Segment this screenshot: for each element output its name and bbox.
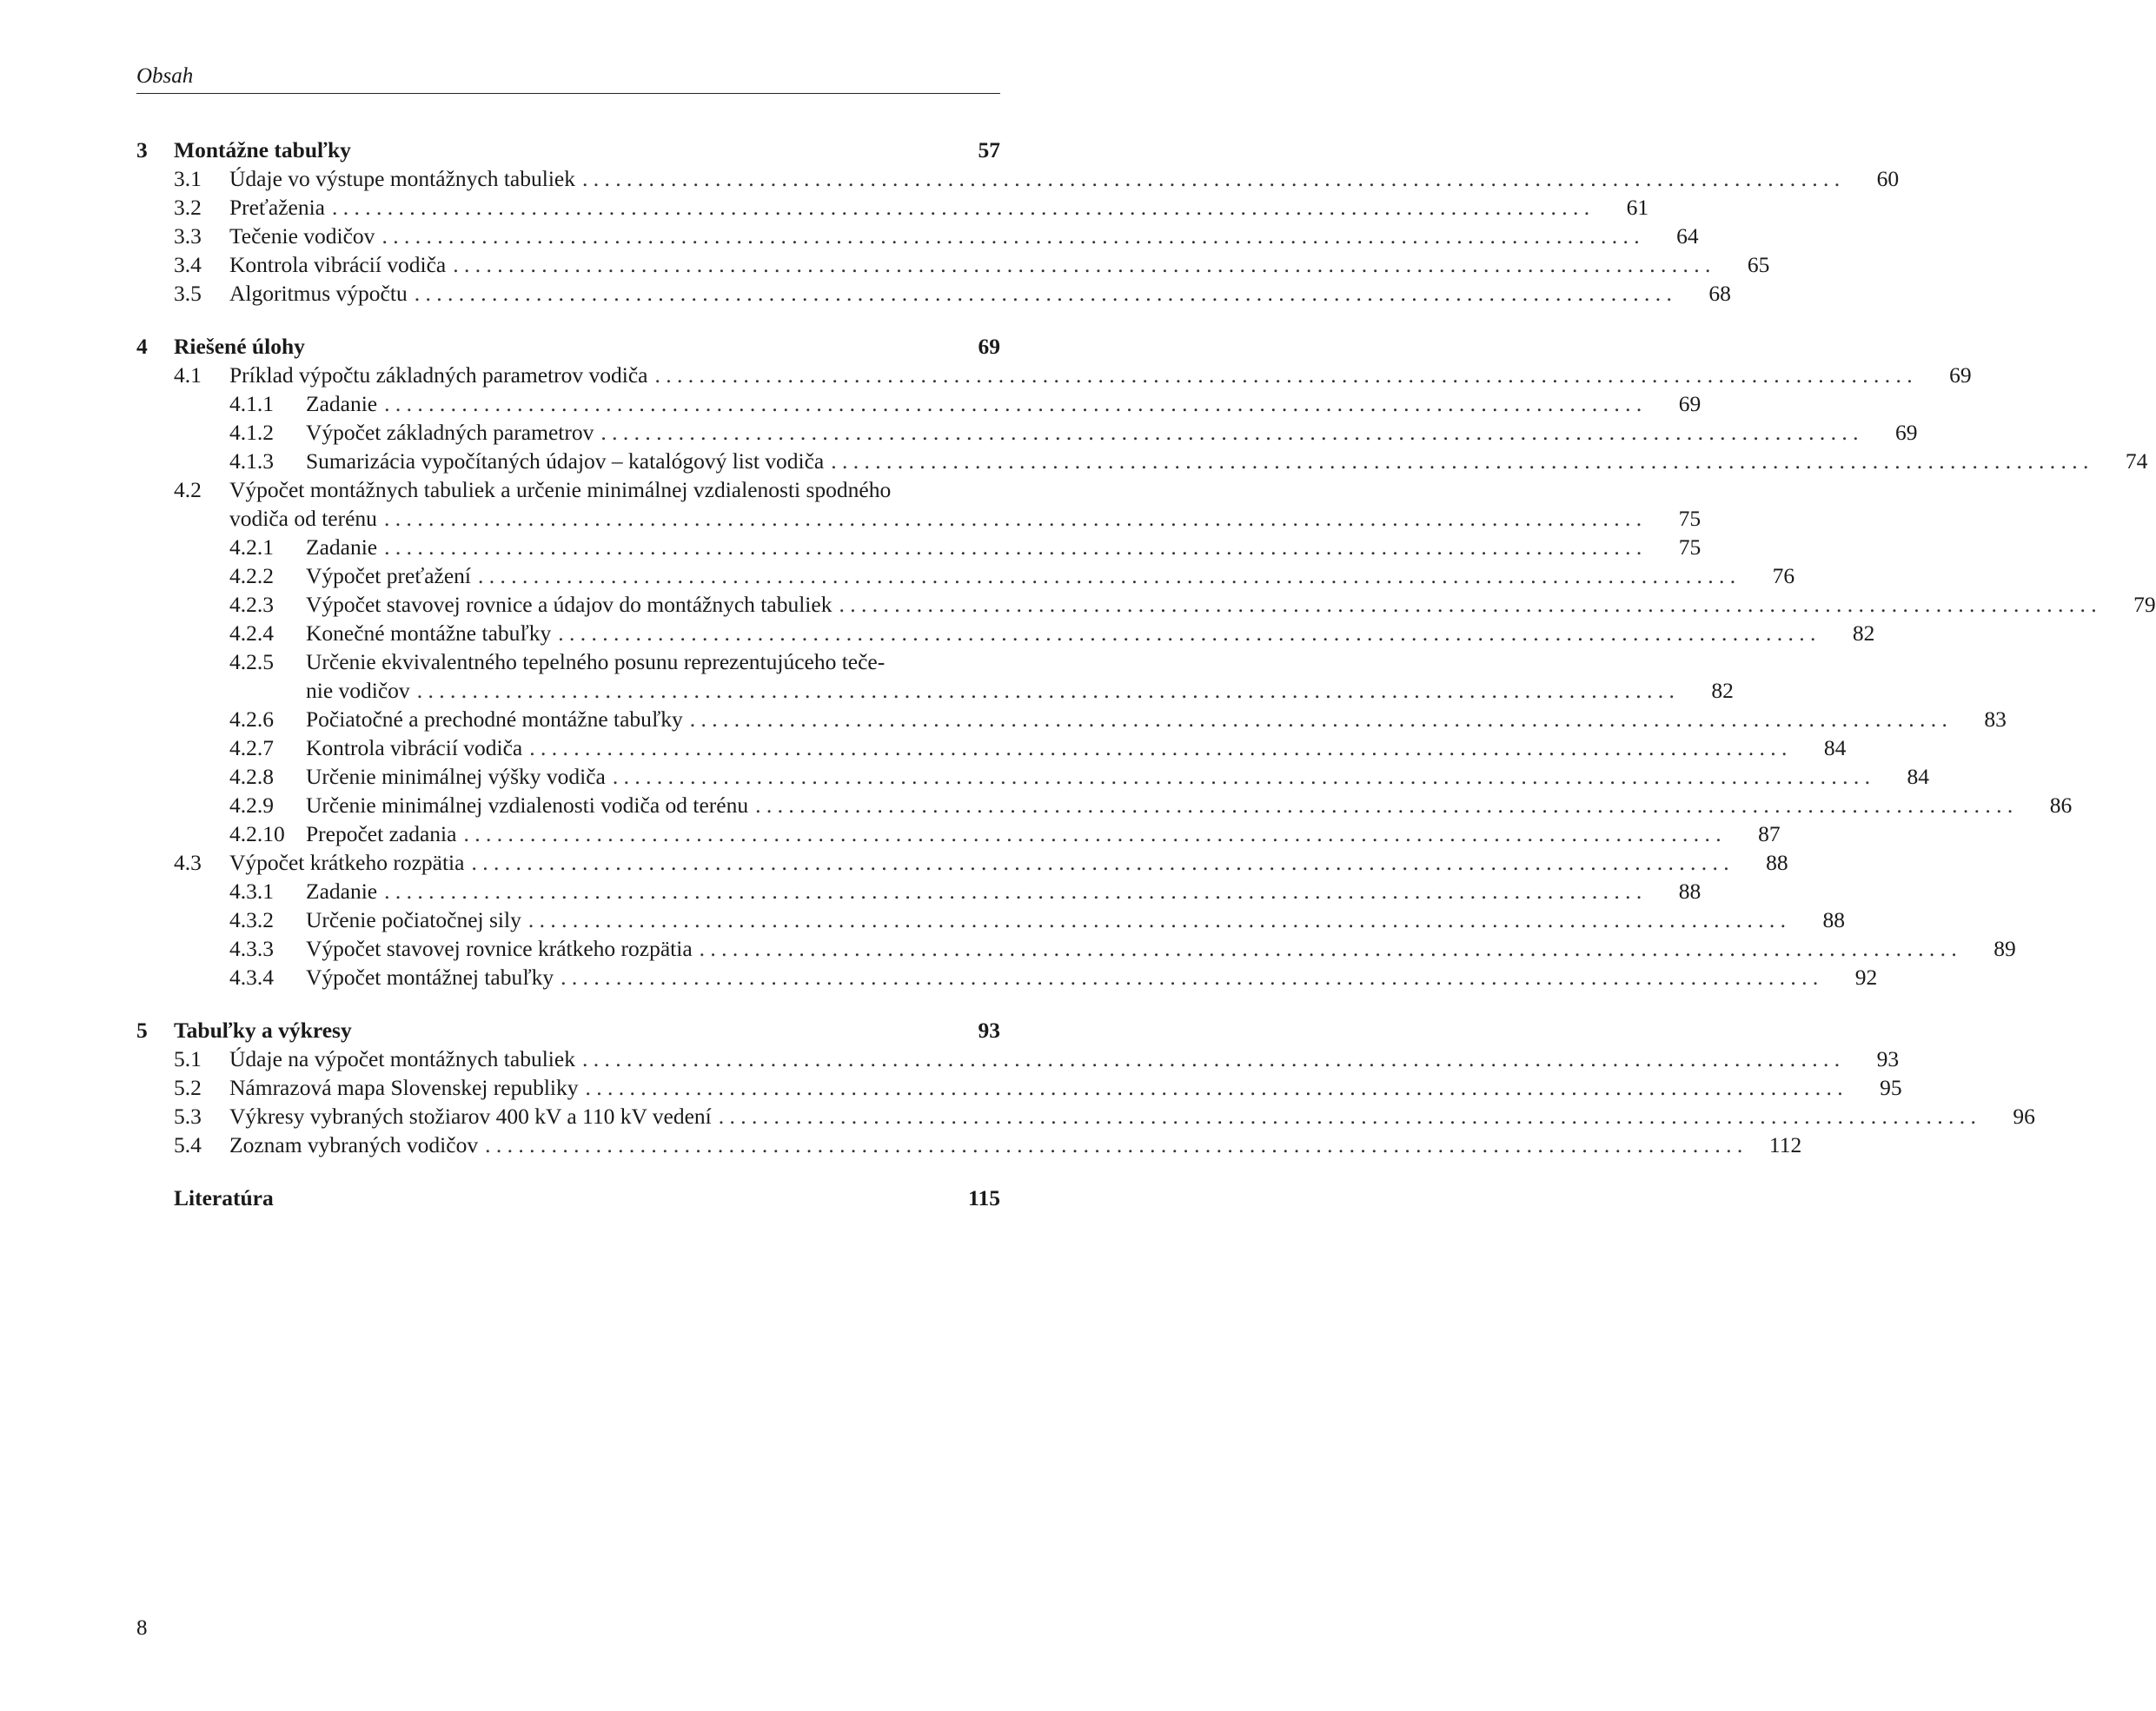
- toc-entry-page: 79: [2133, 592, 2156, 617]
- toc-entry[interactable]: [136, 475, 1702, 533]
- toc-entry-number: 4.1.2: [229, 420, 274, 445]
- toc-entry-page: 115: [968, 1185, 1000, 1210]
- toc-entry-number: 4: [136, 334, 148, 359]
- toc-dot-leader: [485, 1131, 1742, 1159]
- toc-entry[interactable]: [136, 164, 1900, 193]
- toc-entry-page: 69: [1678, 391, 1702, 416]
- toc-entry[interactable]: [136, 1016, 1000, 1045]
- toc-dot-leader: [453, 250, 1710, 279]
- toc-dot-leader: [558, 619, 1815, 647]
- toc-entry-title-continued: vodiča od terénu: [229, 506, 377, 531]
- toc-entry-number: 4.3.3: [229, 936, 274, 961]
- toc-entry[interactable]: [136, 848, 1788, 877]
- toc-entry-page: 112: [1768, 1132, 1802, 1157]
- toc-entry[interactable]: [136, 619, 1875, 647]
- toc-entry[interactable]: [136, 561, 1795, 590]
- toc-entry-page: 84: [1823, 735, 1847, 760]
- toc-entry-title: Algoritmus výpočtu: [229, 281, 408, 306]
- toc-entry-number: 4.1.3: [229, 448, 274, 474]
- toc-entry-number: 4.1: [174, 362, 202, 388]
- toc-entry-title: Určenie ekvivalentného tepelného posunu reprezentujúceho teče-: [306, 649, 886, 674]
- toc-entry-number: 3.4: [174, 252, 202, 277]
- toc-entry-number: 4.2.8: [229, 764, 274, 789]
- toc-entry-title: Literatúra: [174, 1185, 274, 1210]
- toc-entry-page: 96: [2013, 1104, 2035, 1129]
- toc-dot-leader: [831, 447, 2088, 475]
- toc-dot-leader: [384, 533, 1642, 561]
- toc-dot-leader: [561, 963, 1818, 991]
- toc-entry-title: Údaje vo výstupe montážnych tabuliek: [229, 166, 575, 191]
- toc-entry-title: Zadanie: [306, 879, 378, 904]
- toc-dot-leader: [384, 504, 1642, 533]
- toc-entry-page: 83: [1984, 706, 2007, 732]
- toc-dot-leader: [700, 934, 1957, 963]
- toc-dot-leader: [528, 905, 1786, 934]
- toc-entry[interactable]: [136, 762, 1929, 791]
- toc-entry[interactable]: [136, 1073, 1902, 1102]
- toc-entry-title: Tabuľky a výkresy: [174, 1018, 352, 1043]
- toc-entry[interactable]: [136, 1045, 1900, 1073]
- toc-entry[interactable]: [136, 332, 1000, 361]
- toc-entry-page: 57: [978, 137, 1000, 162]
- toc-entry-title: Kontrola vibrácií vodiča: [229, 252, 447, 277]
- toc-entry[interactable]: [136, 590, 2156, 619]
- toc-entry[interactable]: [136, 819, 1781, 848]
- toc-entry-page: 65: [1747, 252, 1770, 277]
- toc-entry[interactable]: [136, 418, 1918, 447]
- toc-entry[interactable]: [136, 705, 2007, 733]
- toc-entry-page: 88: [1766, 850, 1788, 875]
- toc-dot-leader: [529, 733, 1787, 762]
- toc-entry[interactable]: [136, 136, 1000, 164]
- toc-entry[interactable]: [136, 647, 1734, 705]
- toc-entry-title: Výpočet montážnych tabuliek a určenie minimálnej vzdialenosti spodného: [229, 477, 892, 502]
- toc-entry-page: 82: [1852, 620, 1875, 646]
- toc-dot-leader: [600, 418, 1858, 447]
- toc-dot-leader: [381, 222, 1639, 250]
- toc-entry-page: 76: [1772, 563, 1795, 588]
- toc-entry-page: 82: [1711, 678, 1734, 703]
- toc-entry-title: Tečenie vodičov: [229, 223, 375, 249]
- toc-entry-title: Určenie počiatočnej sily: [306, 907, 521, 932]
- toc-entry-page: 87: [1758, 821, 1781, 846]
- toc-entry-page: 68: [1708, 281, 1731, 306]
- toc-dot-leader: [755, 791, 2013, 819]
- toc-entry-number: 4.2.2: [229, 563, 274, 588]
- toc-entry-page: 75: [1678, 534, 1702, 560]
- toc-entry[interactable]: [136, 533, 1702, 561]
- toc-dot-leader: [839, 590, 2096, 619]
- toc-dot-leader: [582, 164, 1840, 193]
- toc-entry-number: 4.3.2: [229, 907, 274, 932]
- toc-entry-title: Kontrola vibrácií vodiča: [306, 735, 523, 760]
- header-rule: [136, 93, 1000, 94]
- toc-entry-title: Určenie minimálnej výšky vodiča: [306, 764, 606, 789]
- toc-entry-page: 64: [1676, 223, 1699, 249]
- toc-entry[interactable]: [136, 193, 1649, 222]
- toc-entry-page: 86: [2049, 792, 2073, 818]
- toc-entry-page: 75: [1678, 506, 1702, 531]
- toc-entry-page: 60: [1876, 166, 1900, 191]
- page-number: 8: [136, 1616, 148, 1640]
- toc-entry-page: 95: [1880, 1075, 1902, 1100]
- toc-entry-page: 89: [1993, 936, 2016, 961]
- toc-entry-number: 4.2.6: [229, 706, 274, 732]
- toc-entry-number: 4.2.10: [229, 821, 285, 846]
- toc-dot-leader: [332, 193, 1589, 222]
- toc-entry-number: 4.2: [174, 477, 202, 502]
- toc-entry-title: Výkresy vybraných stožiarov 400 kV a 110 kV vedení: [229, 1104, 712, 1129]
- toc-entry-page: 88: [1678, 879, 1702, 904]
- toc-entry[interactable]: [136, 905, 1845, 934]
- toc-entry[interactable]: [136, 733, 1847, 762]
- toc-entry-page: 69: [978, 334, 1001, 359]
- toc-entry-title: Prepočet zadania: [306, 821, 457, 846]
- toc-entry-title: Príklad výpočtu základných parametrov vodiča: [229, 362, 648, 388]
- toc-entry-number: 4.3.4: [229, 965, 274, 990]
- toc-entry-title: Určenie minimálnej vzdialenosti vodiča od terénu: [306, 792, 749, 818]
- toc-entry-number: 4.2.9: [229, 792, 274, 818]
- toc-entry-page: 69: [1949, 362, 1972, 388]
- toc-entry-title: Konečné montážne tabuľky: [306, 620, 552, 646]
- toc-dot-leader: [586, 1073, 1843, 1102]
- toc-entry-number: 5.4: [174, 1132, 202, 1157]
- toc-dot-leader: [478, 561, 1735, 590]
- toc-entry-number: 5.3: [174, 1104, 202, 1129]
- toc-entry-title: Údaje na výpočet montážnych tabuliek: [229, 1046, 575, 1071]
- toc-dot-leader: [415, 279, 1672, 308]
- toc-entry[interactable]: [136, 361, 1972, 389]
- toc-entry-title: Zadanie: [306, 391, 378, 416]
- toc-entry-number: 3.1: [174, 166, 202, 191]
- toc-entry[interactable]: [136, 447, 2148, 475]
- toc-entry-title: Preťaženia: [229, 195, 325, 220]
- toc-dot-leader: [463, 819, 1721, 848]
- toc-entry-number: 4.2.4: [229, 620, 274, 646]
- table-of-contents: [136, 136, 2156, 1212]
- toc-entry-number: 4.1.1: [229, 391, 274, 416]
- toc-entry-number: 3: [136, 137, 148, 162]
- toc-dot-leader: [613, 762, 1870, 791]
- toc-dot-leader: [417, 676, 1675, 705]
- toc-entry-page: 61: [1626, 195, 1649, 220]
- running-head: Obsah: [136, 64, 194, 88]
- toc-entry-page: 84: [1907, 764, 1929, 789]
- toc-entry-title: Výpočet krátkeho rozpätia: [229, 850, 465, 875]
- toc-entry-number: 5: [136, 1018, 148, 1043]
- toc-entry-title: Počiatočné a prechodné montážne tabuľky: [306, 706, 683, 732]
- toc-entry-page: 93: [1876, 1046, 1900, 1071]
- toc-entry-title: Výpočet preťažení: [306, 563, 472, 588]
- toc-dot-leader: [719, 1102, 1976, 1131]
- toc-dot-leader: [384, 389, 1642, 418]
- toc-entry-number: 3.3: [174, 223, 202, 249]
- toc-entry-number: 4.2.7: [229, 735, 274, 760]
- toc-entry-title: Námrazová mapa Slovenskej republiky: [229, 1075, 579, 1100]
- toc-entry-page: 88: [1822, 907, 1845, 932]
- toc-entry[interactable]: [136, 1184, 1000, 1212]
- toc-entry-title: Montážne tabuľky: [174, 137, 351, 162]
- toc-entry-number: 4.3.1: [229, 879, 274, 904]
- toc-entry-title: Zoznam vybraných vodičov: [229, 1132, 479, 1157]
- toc-entry[interactable]: [136, 222, 1699, 250]
- toc-entry-number: 4.3: [174, 850, 202, 875]
- toc-entry-title: Výpočet stavovej rovnice krátkeho rozpätia: [306, 936, 693, 961]
- toc-entry-number: 3.2: [174, 195, 202, 220]
- toc-entry-page: 93: [978, 1018, 1001, 1043]
- toc-entry[interactable]: [136, 250, 1770, 279]
- toc-entry-page: 74: [2125, 448, 2148, 474]
- toc-entry[interactable]: [136, 877, 1702, 905]
- toc-entry-number: 3.5: [174, 281, 202, 306]
- toc-entry-title: Sumarizácia vypočítaných údajov – katalógový list vodiča: [306, 448, 825, 474]
- toc-entry-title: Výpočet základných parametrov: [306, 420, 594, 445]
- toc-dot-leader: [690, 705, 1947, 733]
- toc-entry[interactable]: [136, 934, 2016, 963]
- toc-entry-title: Riešené úlohy: [174, 334, 305, 359]
- toc-dot-leader: [384, 877, 1642, 905]
- toc-dot-leader: [471, 848, 1728, 877]
- toc-entry-title: Zadanie: [306, 534, 378, 560]
- toc-entry-number: 5.1: [174, 1046, 202, 1071]
- toc-entry[interactable]: [136, 279, 1731, 308]
- toc-entry-number: 4.2.5: [229, 649, 274, 674]
- toc-entry[interactable]: [136, 389, 1702, 418]
- toc-entry-number: 5.2: [174, 1075, 202, 1100]
- toc-dot-leader: [655, 361, 1913, 389]
- toc-entry-title: Výpočet montážnej tabuľky: [306, 965, 554, 990]
- toc-entry[interactable]: [136, 791, 2073, 819]
- toc-entry[interactable]: [136, 963, 1878, 991]
- toc-entry-title: Výpočet stavovej rovnice a údajov do montážnych tabuliek: [306, 592, 833, 617]
- toc-entry[interactable]: [136, 1131, 1802, 1159]
- toc-dot-leader: [582, 1045, 1840, 1073]
- toc-entry-page: 92: [1854, 965, 1878, 990]
- toc-entry[interactable]: [136, 1102, 2035, 1131]
- toc-entry-number: 4.2.1: [229, 534, 274, 560]
- toc-entry-page: 69: [1894, 420, 1918, 445]
- toc-entry-number: 4.2.3: [229, 592, 274, 617]
- toc-entry-title-continued: nie vodičov: [306, 678, 410, 703]
